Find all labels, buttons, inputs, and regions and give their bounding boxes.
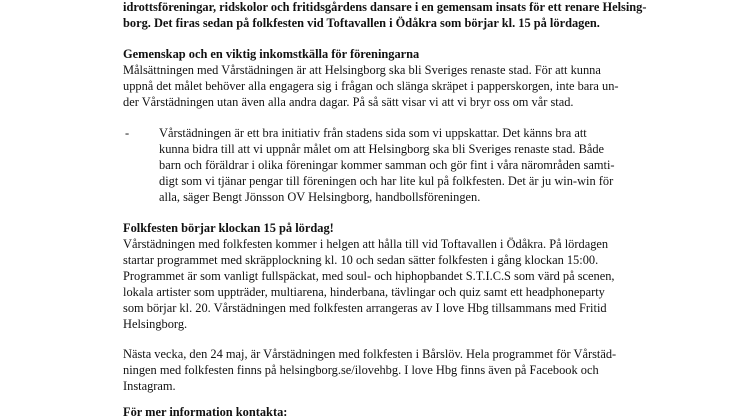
body-line: Instagram.: [123, 379, 176, 393]
body-line: uppnå det målet behöver alla engagera sig i frågan och slänga skräpet i papperskorgen, inte bara un-: [123, 79, 619, 93]
body-line: ningen med folkfesten finns på helsingborg.se/ilovehbg. I love Hbg finns även på Facebook och: [123, 363, 599, 377]
body-line: Nästa vecka, den 24 maj, är Vårstädningen med folkfesten i Bårslöv. Hela programmet för Vårstäd-: [123, 347, 617, 361]
contact-heading: För mer information kontakta:: [123, 405, 288, 419]
body-line: som börjar kl. 20. Vårstädningen med folkfesten arrangeras av I love Hbg tillsammans med Fritid: [123, 301, 607, 315]
section-heading-folkfesten: Folkfesten börjar klockan 15 på lördag!: [123, 221, 334, 235]
body-line: lokala artister som uppträder, multiarena, hinderbana, tävlingar och quiz samt ett headphoneparty: [123, 285, 605, 299]
intro-line-2: borg. Det firas sedan på folkfesten vid Toftavallen i Ödåkra som börjar kl. 15 på lördagen.: [123, 16, 600, 30]
body-line: Vårstädningen med folkfesten kommer i helgen att hålla till vid Toftavallen i Ödåkra. På lördagen: [123, 237, 609, 251]
quote-dash: -: [125, 126, 130, 140]
quote-line: Vårstädningen är ett bra initiativ från stadens sida som vi uppskattar. Det känns bra att: [159, 126, 587, 140]
quote-line: digt som vi tjänar pengar till föreningen och har lite kul på folkfesten. Det är ju win-win för: [159, 174, 614, 188]
body-line: startar programmet med skräpplockning kl. 10 och sedan sätter folkfesten i gång klockan 15:00.: [123, 253, 599, 267]
body-line: Programmet är som vanligt fullspäckat, med soul- och hiphopbandet S.T.I.C.S som värd på scenen,: [123, 269, 615, 283]
body-line: der Vårstädningen utan även alla andra dagar. På så sätt visar vi att vi bryr oss om vår stad.: [123, 95, 574, 109]
body-line: Helsingborg.: [123, 317, 188, 331]
quote-line: kunna bidra till att vi uppnår målet om att Helsingborg ska bli Sveriges renaste stad. Både: [159, 142, 605, 156]
section-heading-gemenskap: Gemenskap och en viktig inkomstkälla för föreningarna: [123, 47, 420, 61]
body-line: Målsättningen med Vårstädningen är att Helsingborg ska bli Sveriges renaste stad. För att kunna: [123, 63, 601, 77]
quote-line: alla, säger Bengt Jönsson OV Helsingborg, handbollsföreningen.: [159, 190, 481, 204]
quote-line: barn och föräldrar i olika föreningar kommer samman och gör fint i våra närområden samti-: [159, 158, 615, 172]
intro-line-1: idrottsföreningar, ridskolor och fritidsgårdens dansare i en gemensam insats för ett renare Helsing-: [123, 0, 647, 14]
